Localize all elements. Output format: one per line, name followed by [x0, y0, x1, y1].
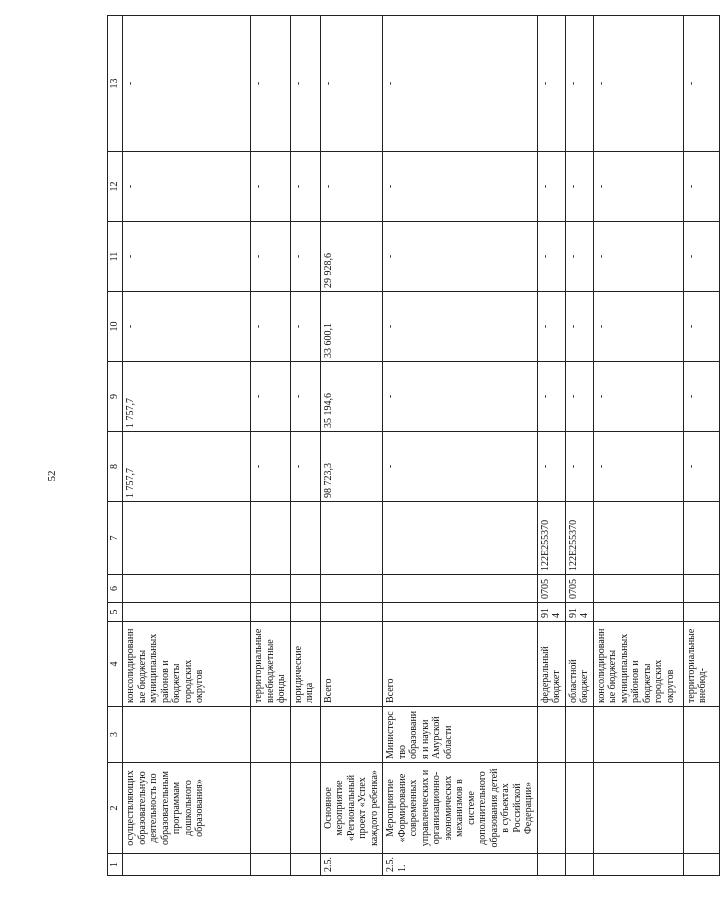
table-cell-col-3: Министерство образования и науки Амурской области: [383, 707, 538, 763]
table-cell-col-3: [565, 707, 593, 763]
header-cell: 2: [108, 763, 123, 854]
table-cell-col-13: -: [383, 16, 538, 152]
table-cell-col-5: [290, 603, 320, 622]
table-cell-col-12: -: [683, 152, 719, 222]
table-row: [537, 16, 565, 876]
table-cell-col-12: -: [593, 152, 683, 222]
table-cell-col-1: 2.5.1.: [383, 854, 538, 876]
table-cell-col-3: [251, 707, 291, 763]
header-cell: 11: [108, 222, 123, 292]
table-row: [593, 16, 683, 876]
table-cell-col-6: [290, 575, 320, 603]
table-cell-col-1: [593, 854, 683, 876]
table-cell-col-2: [290, 763, 320, 854]
table-cell-col-10: -: [537, 292, 565, 362]
table-cell-col-11: -: [683, 222, 719, 292]
table-cell-col-9: -: [290, 362, 320, 432]
table-cell-col-10: -: [593, 292, 683, 362]
table-row: [320, 16, 383, 876]
table-cell-col-4: областной бюджет: [565, 622, 593, 707]
table-cell-col-10: -: [290, 292, 320, 362]
table-cell-col-3: [320, 707, 383, 763]
table-cell-col-5: [320, 603, 383, 622]
table-cell-col-3: [683, 707, 719, 763]
table-row: [251, 16, 291, 876]
page-number: 52: [46, 470, 58, 482]
table-row: [290, 16, 320, 876]
table-cell-col-12: -: [290, 152, 320, 222]
table-cell-col-7: [320, 502, 383, 575]
table-cell-col-8: 98 723,3: [320, 432, 383, 502]
table-cell-col-12: -: [123, 152, 251, 222]
table-cell-col-4: юридические лица: [290, 622, 320, 707]
table-cell-col-6: [683, 575, 719, 603]
table-cell-col-13: -: [320, 16, 383, 152]
table-cell-col-13: -: [251, 16, 291, 152]
table-cell-col-4: территориальные внебюд-: [683, 622, 719, 707]
table-cell-col-11: 29 928,6: [320, 222, 383, 292]
table-cell-col-11: -: [251, 222, 291, 292]
table-cell-col-8: -: [565, 432, 593, 502]
table-cell-col-4: Всего: [320, 622, 383, 707]
table-cell-col-8: -: [537, 432, 565, 502]
table-cell-col-2: [537, 763, 565, 854]
header-cell: 9: [108, 362, 123, 432]
table-cell-col-3: [593, 707, 683, 763]
table-cell-col-6: [123, 575, 251, 603]
table-cell-col-3: [537, 707, 565, 763]
table-cell-col-13: -: [290, 16, 320, 152]
table-cell-col-4: территориальные внебюджетные фонды: [251, 622, 291, 707]
table-cell-col-9: -: [593, 362, 683, 432]
header-row: [108, 16, 123, 876]
header-cell: 10: [108, 292, 123, 362]
table-cell-col-8: -: [593, 432, 683, 502]
header-cell: 7: [108, 502, 123, 575]
table-cell-col-1: 2.5.: [320, 854, 383, 876]
table-cell-col-5: [123, 603, 251, 622]
table-cell-col-10: -: [565, 292, 593, 362]
table-cell-col-5: [383, 603, 538, 622]
table-cell-col-11: -: [383, 222, 538, 292]
table-cell-col-11: -: [290, 222, 320, 292]
table-cell-col-5: [593, 603, 683, 622]
table-cell-col-2: [593, 763, 683, 854]
rotated-table-container: [107, 36, 708, 876]
table-cell-col-7: [683, 502, 719, 575]
header-cell: 13: [108, 16, 123, 152]
header-cell: 1: [108, 854, 123, 876]
table-cell-col-2: Основное мероприятие «Региональный проект «Успех каждого ребенка»: [320, 763, 383, 854]
table-cell-col-10: -: [123, 292, 251, 362]
table-cell-col-13: -: [683, 16, 719, 152]
table-cell-col-1: [565, 854, 593, 876]
table-cell-col-5: 914: [565, 603, 593, 622]
table-cell-col-5: 914: [537, 603, 565, 622]
table-cell-col-13: -: [537, 16, 565, 152]
table-cell-col-5: [251, 603, 291, 622]
table-cell-col-10: -: [383, 292, 538, 362]
table-cell-col-6: [593, 575, 683, 603]
table-cell-col-9: 35 194,6: [320, 362, 383, 432]
table-body: [108, 16, 720, 876]
table-cell-col-9: -: [251, 362, 291, 432]
table-cell-col-6: [251, 575, 291, 603]
table-cell-col-4: консолидированные бюджеты муниципальных районов и бюджеты городских округов: [593, 622, 683, 707]
header-cell: 6: [108, 575, 123, 603]
table-cell-col-2: Мероприятие «Формирование современных управленческих и организационно-экономических механизмов в системе дополнительного образования детей в субъектах Российской Федерации»: [383, 763, 538, 854]
table-cell-col-2: [683, 763, 719, 854]
table-cell-col-1: [123, 854, 251, 876]
table-cell-col-11: -: [537, 222, 565, 292]
table-cell-col-8: -: [290, 432, 320, 502]
table-cell-col-13: -: [123, 16, 251, 152]
table-row: [683, 16, 719, 876]
table-cell-col-10: -: [683, 292, 719, 362]
table-cell-col-12: -: [537, 152, 565, 222]
table-cell-col-7: [290, 502, 320, 575]
table-cell-col-7: [123, 502, 251, 575]
table-row: [123, 16, 251, 876]
table-cell-col-7: [383, 502, 538, 575]
table-cell-col-9: -: [383, 362, 538, 432]
table-cell-col-6: [383, 575, 538, 603]
table-cell-col-9: 1 757,7: [123, 362, 251, 432]
table-cell-col-3: [123, 707, 251, 763]
table-cell-col-6: 0705: [565, 575, 593, 603]
header-cell: 4: [108, 622, 123, 707]
table-cell-col-13: -: [593, 16, 683, 152]
table-cell-col-11: -: [593, 222, 683, 292]
table-cell-col-8: -: [383, 432, 538, 502]
table-cell-col-9: -: [565, 362, 593, 432]
table-cell-col-3: [290, 707, 320, 763]
table-cell-col-7: 122E255370: [565, 502, 593, 575]
table-cell-col-7: [593, 502, 683, 575]
budget-table: [107, 15, 720, 876]
header-cell: 5: [108, 603, 123, 622]
table-cell-col-7: 122E255370: [537, 502, 565, 575]
table-cell-col-9: -: [683, 362, 719, 432]
table-cell-col-12: -: [320, 152, 383, 222]
table-cell-col-12: -: [251, 152, 291, 222]
table-cell-col-11: -: [565, 222, 593, 292]
table-cell-col-12: -: [383, 152, 538, 222]
header-cell: 12: [108, 152, 123, 222]
table-cell-col-4: федеральный бюджет: [537, 622, 565, 707]
table-row: [383, 16, 538, 876]
header-cell: 8: [108, 432, 123, 502]
table-cell-col-2: [251, 763, 291, 854]
table-cell-col-8: -: [683, 432, 719, 502]
table-cell-col-1: [251, 854, 291, 876]
table-cell-col-13: -: [565, 16, 593, 152]
table-cell-col-6: 0705: [537, 575, 565, 603]
table-cell-col-7: [251, 502, 291, 575]
table-cell-col-2: осуществляющих образовательную деятельность по образовательным программам дошкольного образования»: [123, 763, 251, 854]
table-cell-col-5: [683, 603, 719, 622]
table-cell-col-10: 33 600,1: [320, 292, 383, 362]
table-cell-col-11: -: [123, 222, 251, 292]
header-cell: 3: [108, 707, 123, 763]
table-row: [565, 16, 593, 876]
table-cell-col-4: консолидированные бюджеты муниципальных районов и бюджеты городских округов: [123, 622, 251, 707]
table-cell-col-10: -: [251, 292, 291, 362]
table-cell-col-12: -: [565, 152, 593, 222]
table-cell-col-4: Всего: [383, 622, 538, 707]
table-cell-col-2: [565, 763, 593, 854]
table-cell-col-1: [537, 854, 565, 876]
table-cell-col-1: [290, 854, 320, 876]
table-cell-col-9: -: [537, 362, 565, 432]
table-cell-col-6: [320, 575, 383, 603]
table-cell-col-1: [683, 854, 719, 876]
table-cell-col-8: 1 757,7: [123, 432, 251, 502]
table-cell-col-8: -: [251, 432, 291, 502]
